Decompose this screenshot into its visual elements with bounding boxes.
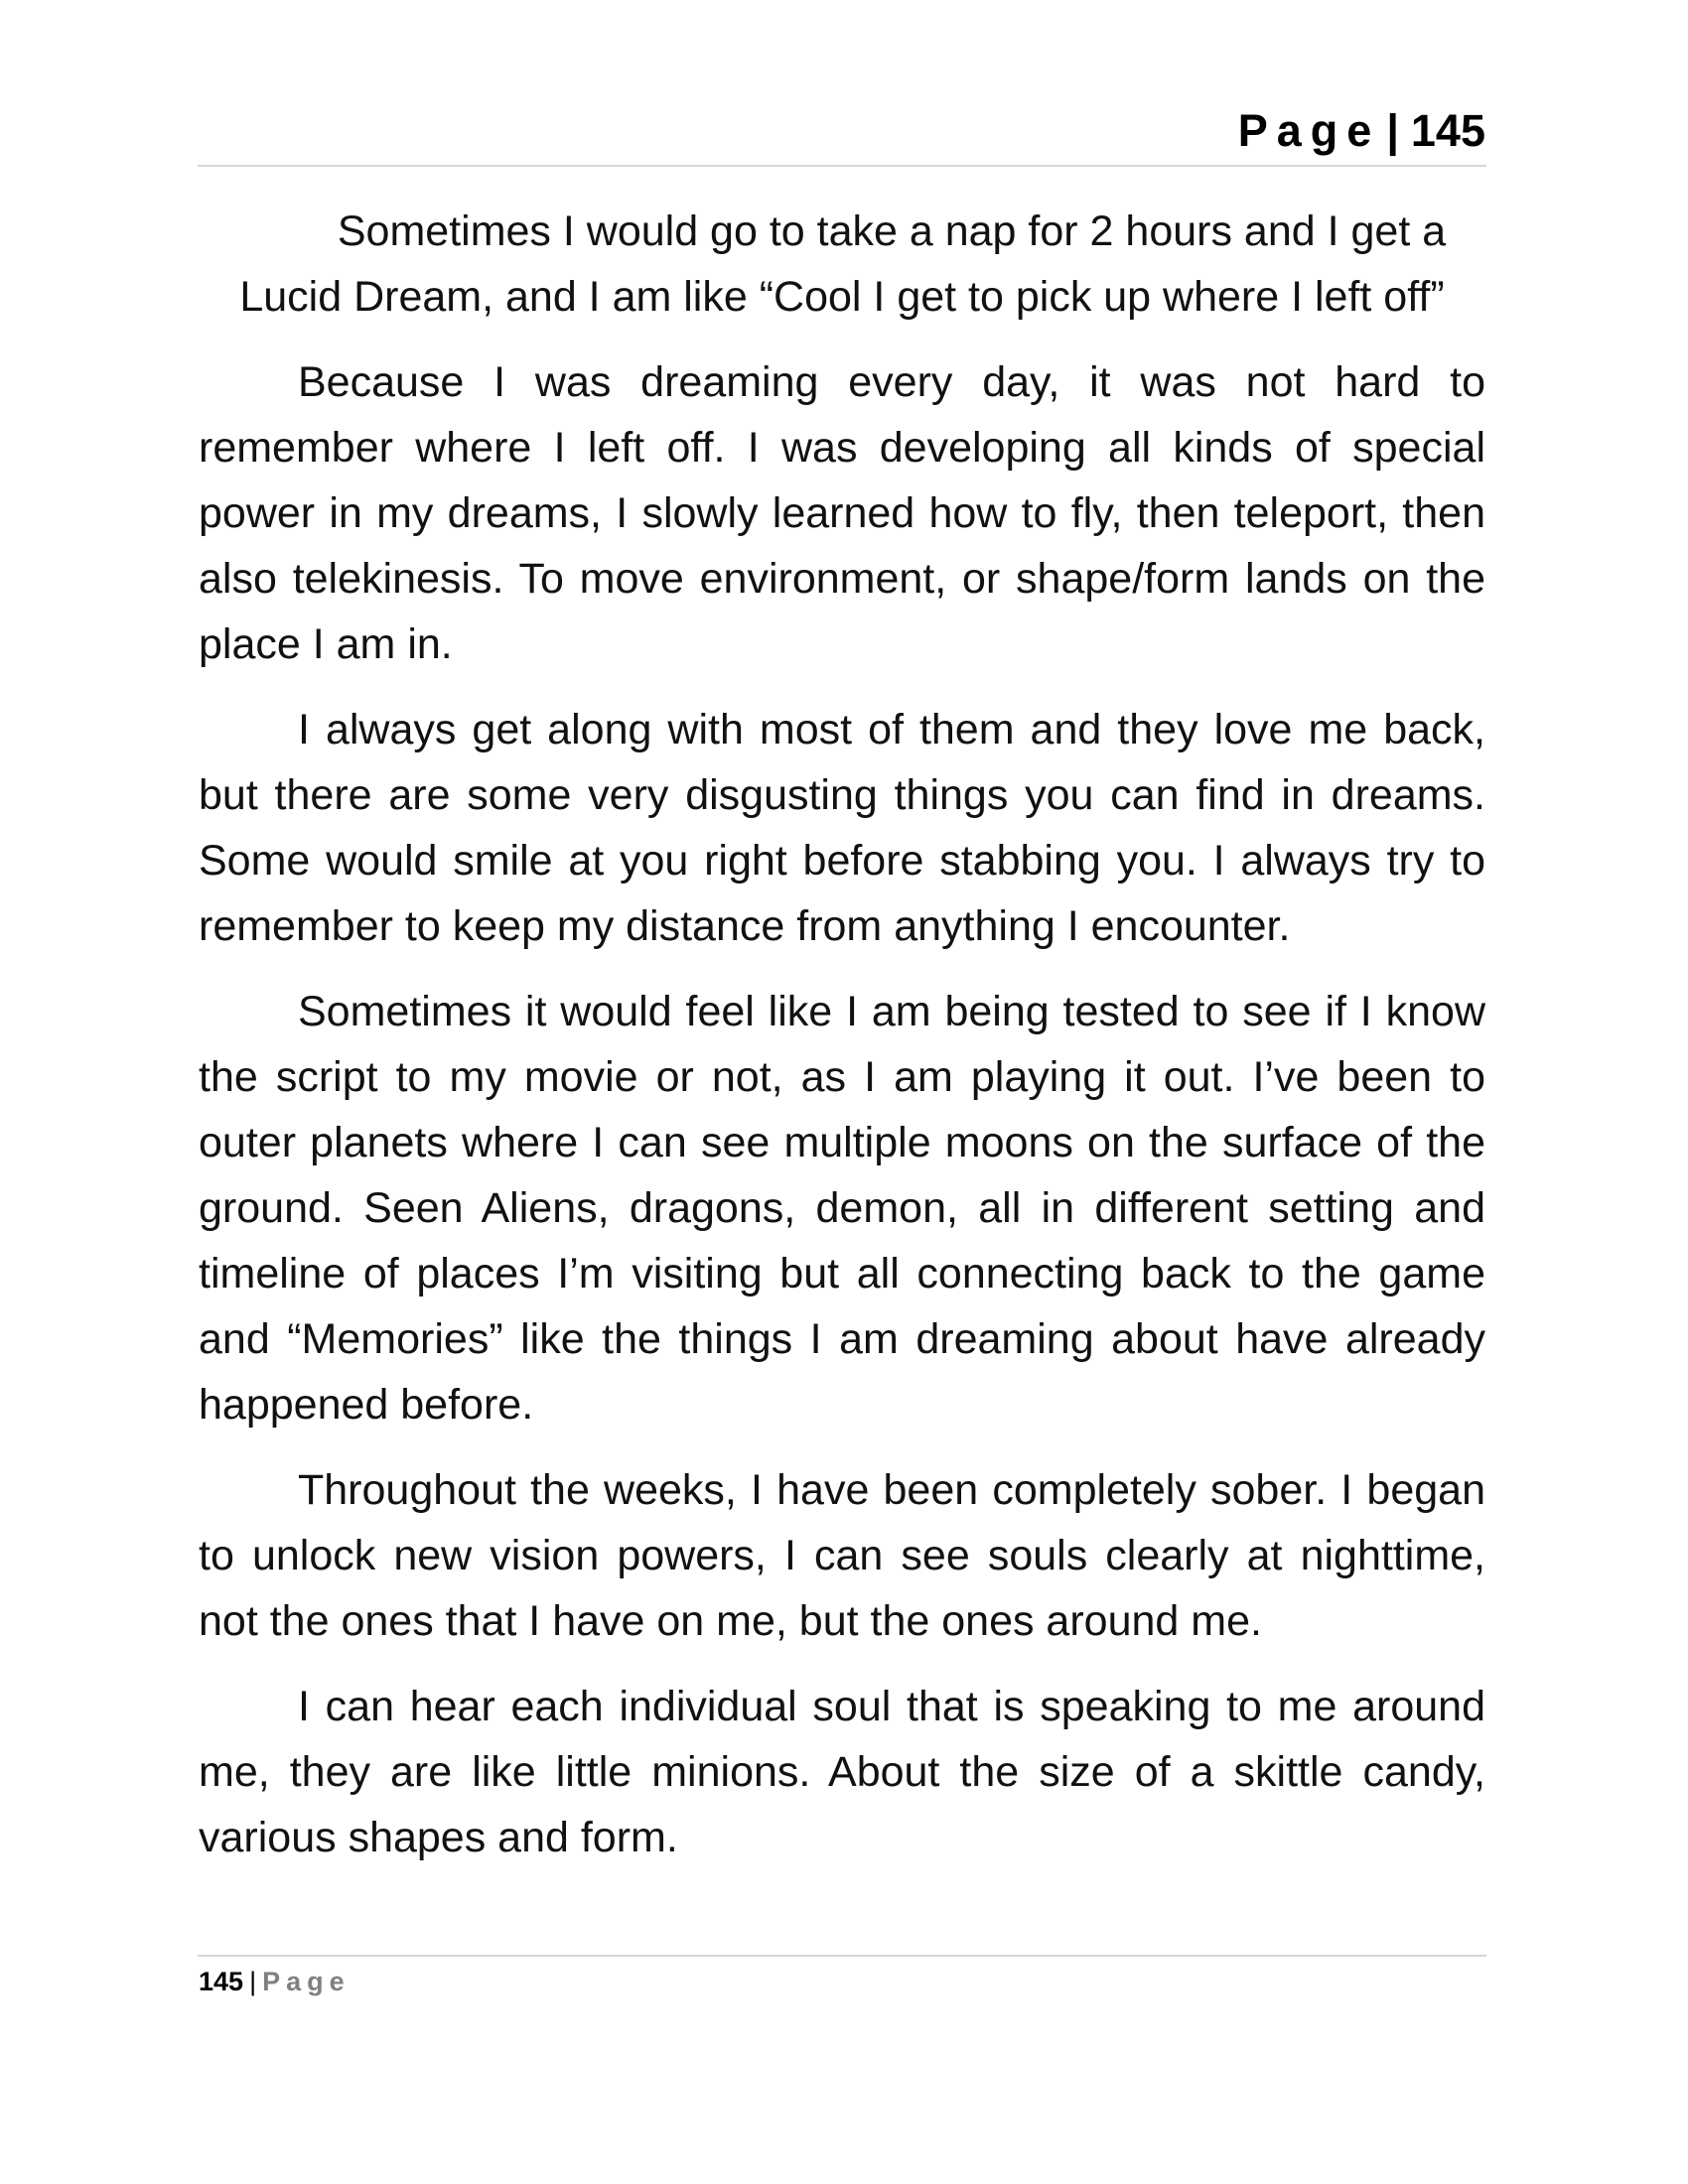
paragraph-1: [199, 199, 1485, 330]
page-header: [199, 101, 1485, 161]
paragraph-4: Sometimes it would feel like I am being tested to see if I know the script to my movie or not, as I am playing it out. I’ve been to outer planets where I can see multiple moons on the surface of the ground. Seen Aliens, dragons, demon, all in different setting and timeline of places I’m visiting but all connecting back to the game and “Memories” like the things I am dreaming about have already happened before.: [199, 988, 1485, 1429]
header-page-word: Page: [1237, 105, 1381, 156]
paragraph-2: Because I was dreaming every day, it was not hard to remember where I left off. I was developing all kinds of special power in my dreams, I slowly learned how to fly, then teleport, then also telekinesis. To move environment, or shape/form lands on the place I am in.: [199, 358, 1485, 668]
page-body: [199, 199, 1485, 1890]
paragraph-1-line-2: Lucid Dream, and I am like “Cool I get to pick up where I left off”: [239, 273, 1445, 321]
footer-divider: [198, 1955, 1486, 1957]
header-separator: |: [1386, 105, 1399, 156]
paragraph-5: Throughout the weeks, I have been completely sober. I began to unlock new vision powers, I can see souls clearly at nighttime, not the ones that I have on me, but the ones around me.: [199, 1466, 1485, 1645]
paragraph-6: I can hear each individual soul that is speaking to me around me, they are like little minions. About the size of a skittle candy, various shapes and form.: [199, 1683, 1485, 1861]
footer-page-number: 145: [199, 1967, 244, 1996]
footer-separator: |: [249, 1967, 257, 1996]
footer-page-word: Page: [262, 1967, 351, 1996]
page-footer: [199, 1965, 351, 1998]
header-page-number: 145: [1410, 105, 1485, 156]
paragraph-1-line-1: Sometimes I would go to take a nap for 2 hours and I get a: [337, 207, 1447, 255]
header-divider: [198, 165, 1486, 167]
paragraph-3: I always get along with most of them and they love me back, but there are some very disgusting things you can find in dreams. Some would smile at you right before stabbing you. I always try to remember to keep my distance from anything I encounter.: [199, 706, 1485, 950]
